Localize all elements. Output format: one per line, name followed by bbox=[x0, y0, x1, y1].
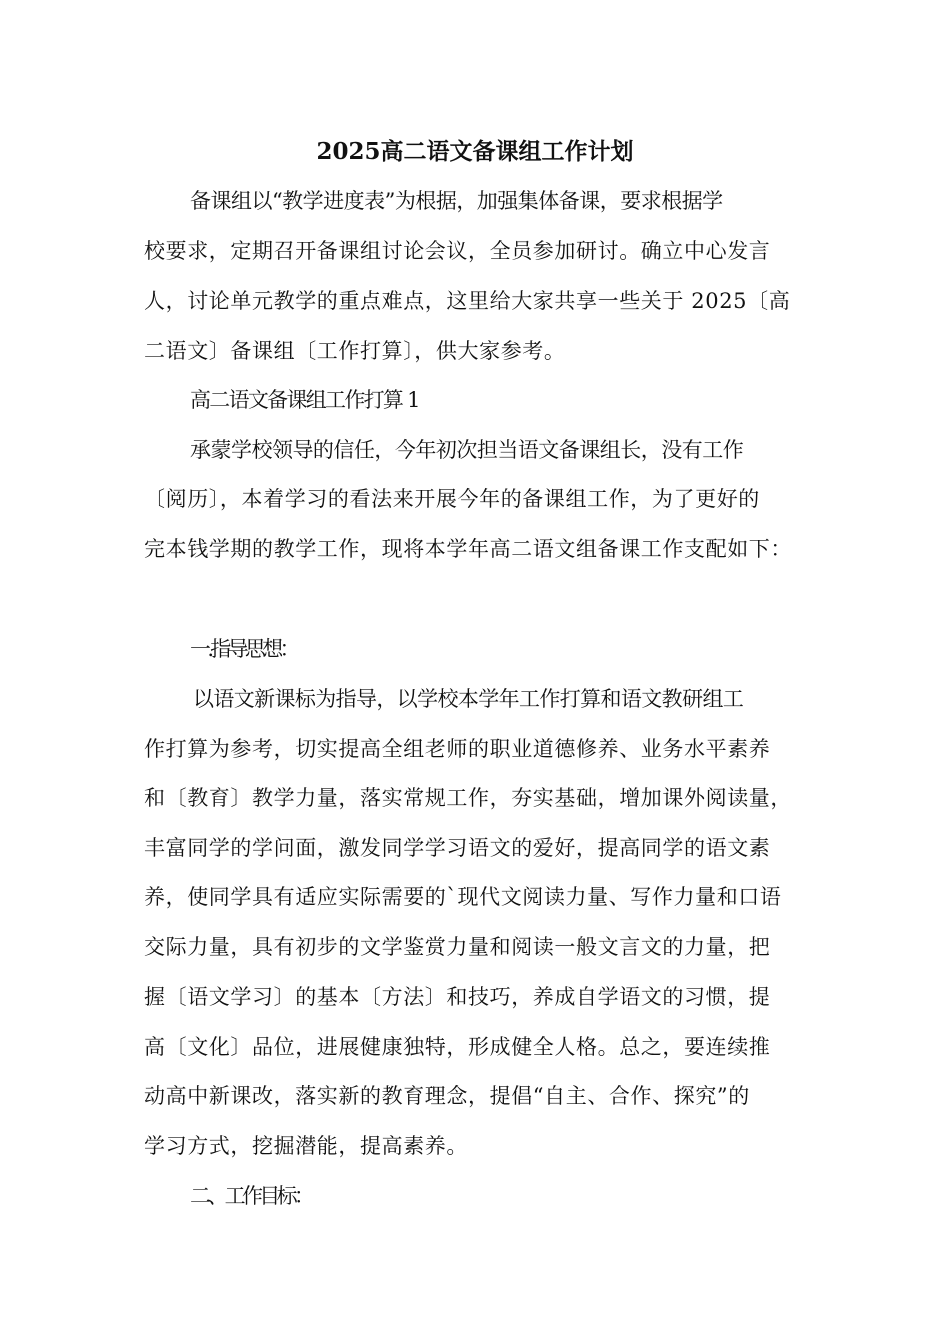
paragraph-line: 以语文新课标为指导，以学校本学年工作打算和语文教研组工 bbox=[193, 687, 744, 711]
paragraph-line: 丰富同学的学问面，激发同学学习语文的爱好，提高同学的语文素 bbox=[144, 836, 771, 860]
paragraph-line: 人，讨论单元教学的重点难点，这里给大家共享一些关于 2025〔高 bbox=[144, 289, 791, 313]
paragraph-line: 校要求，定期召开备课组讨论会议，全员参加研讨。确立中心发言 bbox=[144, 239, 771, 263]
paragraph-line: 养，使同学具有适应实际需要的`现代文阅读力量、写作力量和口语 bbox=[144, 885, 782, 909]
paragraph-line: 高〔文化〕品位，进展健康独特，形成健全人格。总之，要连续推 bbox=[144, 1035, 771, 1059]
section-heading: 一.指导思想： bbox=[190, 637, 297, 661]
paragraph-line: 备课组以“教学进度表”为根据，加强集体备课，要求根据学 bbox=[190, 189, 723, 213]
paragraph-line: 交际力量，具有初步的文学鉴赏力量和阅读一般文言文的力量，把 bbox=[144, 935, 771, 959]
section-heading: 二、工作目标： bbox=[190, 1184, 312, 1208]
paragraph-line: 完本钱学期的教学工作，现将本学年高二语文组备课工作支配如下： bbox=[144, 537, 792, 561]
document-title: 2025高二语文备课组工作计划 bbox=[316, 138, 634, 165]
paragraph-line: 承蒙学校领导的信任，今年初次担当语文备课组长，没有工作 bbox=[190, 438, 744, 462]
section-heading: 高二语文备课组工作打算 1 bbox=[190, 388, 419, 412]
paragraph-line: 动高中新课改，落实新的教育理念，提倡“自主、合作、探究”的 bbox=[144, 1084, 750, 1108]
paragraph-line: 二语文〕备课组〔工作打算〕，供大家参考。 bbox=[144, 339, 566, 363]
paragraph-line: 作打算为参考，切实提高全组老师的职业道德修养、业务水平素养 bbox=[144, 737, 771, 761]
paragraph-line: 和〔教育〕教学力量，落实常规工作，夯实基础，增加课外阅读量， bbox=[144, 786, 792, 810]
paragraph-line: 握〔语文学习〕的基本〔方法〕和技巧，养成自学语文的习惯，提 bbox=[144, 985, 771, 1009]
paragraph-line: 学习方式，挖掘潜能，提高素养。 bbox=[144, 1134, 468, 1158]
paragraph-line: 〔阅历〕，本着学习的看法来开展今年的备课组工作，为了更好的 bbox=[144, 487, 760, 511]
